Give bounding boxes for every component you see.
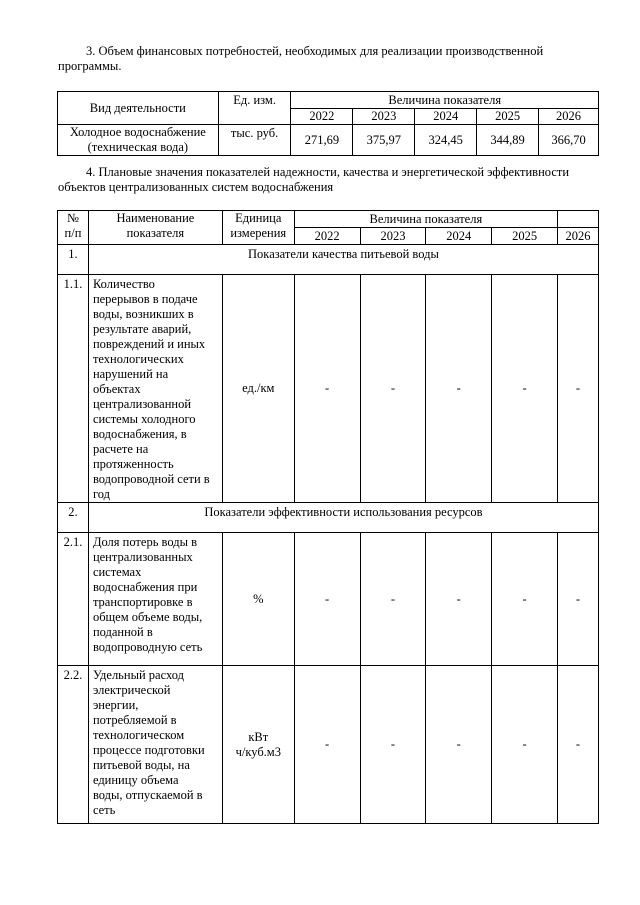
value-cell: 344,89: [477, 125, 539, 156]
indicator-line: поданной в: [92, 625, 153, 639]
activity-cell: [58, 125, 219, 156]
value-cell: -: [492, 275, 558, 503]
indicator-line: транспортировке в: [92, 595, 193, 609]
indicator-line: воды, возникших в: [92, 307, 194, 321]
section4-line2: объектов централизованных систем водоснабжения: [58, 180, 334, 194]
section4-heading: [58, 165, 598, 195]
indicator-line: системы холодного: [92, 412, 196, 426]
row-num: 1.1.: [58, 275, 89, 503]
indicator-line: водоснабжения, в: [92, 427, 187, 441]
indicator-line: результате аварий,: [92, 322, 192, 336]
unit-cell: [222, 666, 294, 824]
unit-cell: %: [222, 533, 294, 666]
header-value: Величина показателя: [291, 92, 599, 109]
indicator-line: электрической: [92, 683, 171, 697]
indicator-line: водопроводной сети в: [92, 472, 210, 486]
value-cell: 271,69: [291, 125, 353, 156]
year-cell: 2023: [360, 228, 426, 245]
value-cell: -: [294, 275, 360, 503]
value-cell: -: [492, 533, 558, 666]
indicator-line: системах: [92, 565, 142, 579]
value-cell: -: [360, 666, 426, 824]
unit-line: кВт: [248, 729, 269, 744]
row-num: 2.1.: [58, 533, 89, 666]
section-num: 2.: [58, 503, 89, 533]
indicator-line: водопроводную сеть: [92, 640, 203, 654]
row-num: 2.2.: [58, 666, 89, 824]
header-unit: Ед. изм.: [218, 92, 291, 125]
indicator-line: повреждений и иных: [92, 337, 206, 351]
header-value: Величина показателя: [294, 211, 557, 228]
header-num-line: п/п: [64, 226, 82, 240]
indicator-name: [88, 275, 222, 503]
indicator-line: энергии,: [92, 698, 139, 712]
indicator-line: воды, отпускаемой в: [92, 788, 203, 802]
indicators-table: [57, 210, 599, 824]
year-cell: 2025: [492, 228, 558, 245]
indicator-line: перерывов в подаче: [92, 292, 198, 306]
year-cell: 2024: [426, 228, 492, 245]
value-cell: -: [426, 275, 492, 503]
indicator-line: общем объеме воды,: [92, 610, 203, 624]
value-cell: -: [557, 666, 598, 824]
header-num: [58, 211, 89, 245]
section4-line1: 4. Плановые значения показателей надежности, качества и энергетической эффективности: [86, 165, 570, 179]
year-cell: 2022: [294, 228, 360, 245]
indicator-line: технологических: [92, 352, 184, 366]
activity-line: (техническая вода): [87, 140, 189, 154]
value-cell: 324,45: [415, 125, 477, 156]
value-cell: -: [360, 533, 426, 666]
header-name-line: показателя: [126, 226, 185, 240]
indicator-line: сеть: [92, 803, 116, 817]
value-cell: 375,97: [353, 125, 415, 156]
indicator-line: нарушений на: [92, 367, 169, 381]
indicator-line: централизованных: [92, 550, 193, 564]
value-cell: -: [294, 666, 360, 824]
indicator-line: процессе подготовки: [92, 743, 205, 757]
indicator-line: Доля потерь воды в: [92, 535, 198, 549]
indicator-line: объектах: [92, 382, 141, 396]
section-title: Показатели качества питьевой воды: [88, 245, 598, 275]
unit-cell: ед./км: [222, 275, 294, 503]
section-row: [58, 245, 599, 275]
indicator-name: [88, 533, 222, 666]
value-cell: -: [557, 275, 598, 503]
indicator-line: технологическом: [92, 728, 185, 742]
indicator-line: Удельный расход: [92, 668, 184, 682]
indicator-line: расчете на: [92, 442, 149, 456]
year-cell: 2025: [477, 109, 539, 125]
indicator-line: централизованной: [92, 397, 192, 411]
value-cell: -: [557, 533, 598, 666]
unit-line: ч/куб.м3: [235, 744, 281, 759]
year-cell: 2022: [291, 109, 353, 125]
year-cell: 2026: [539, 109, 599, 125]
header-unit-line: Единица: [235, 211, 282, 225]
header-empty-cell: [557, 211, 598, 228]
table-row: [58, 666, 599, 824]
unit-cell: тыс. руб.: [218, 125, 291, 156]
indicator-line: протяженность: [92, 457, 174, 471]
indicator-line: единицу объема: [92, 773, 179, 787]
header-name-line: Наименование: [116, 211, 195, 225]
table-row: [58, 275, 599, 503]
header-num-line: №: [67, 211, 79, 225]
value-cell: -: [294, 533, 360, 666]
value-cell: -: [492, 666, 558, 824]
header-name: [88, 211, 222, 245]
indicator-line: водоснабжения при: [92, 580, 198, 594]
table-row: [58, 533, 599, 666]
header-unit: [222, 211, 294, 245]
year-cell: 2026: [557, 228, 598, 245]
section3-line1: 3. Объем финансовых потребностей, необходимых для реализации производственной: [86, 44, 544, 58]
indicator-line: год: [92, 487, 111, 501]
activity-line: Холодное водоснабжение: [69, 125, 206, 139]
year-cell: 2023: [353, 109, 415, 125]
header-unit-line: измерения: [230, 226, 287, 240]
indicator-line: питьевой воды, на: [92, 758, 190, 772]
header-activity: Вид деятельности: [58, 92, 219, 125]
year-cell: 2024: [415, 109, 477, 125]
indicator-line: потребляемой в: [92, 713, 177, 727]
value-cell: 366,70: [539, 125, 599, 156]
section-title: Показатели эффективности использования ресурсов: [88, 503, 598, 533]
section-row: [58, 503, 599, 533]
value-cell: -: [360, 275, 426, 503]
indicator-name: [88, 666, 222, 824]
value-cell: -: [426, 666, 492, 824]
financial-needs-table: [57, 91, 599, 156]
indicator-line: Количество: [92, 277, 155, 291]
section3-heading: [58, 44, 598, 74]
section-num: 1.: [58, 245, 89, 275]
value-cell: -: [426, 533, 492, 666]
section3-line2: программы.: [58, 59, 122, 73]
